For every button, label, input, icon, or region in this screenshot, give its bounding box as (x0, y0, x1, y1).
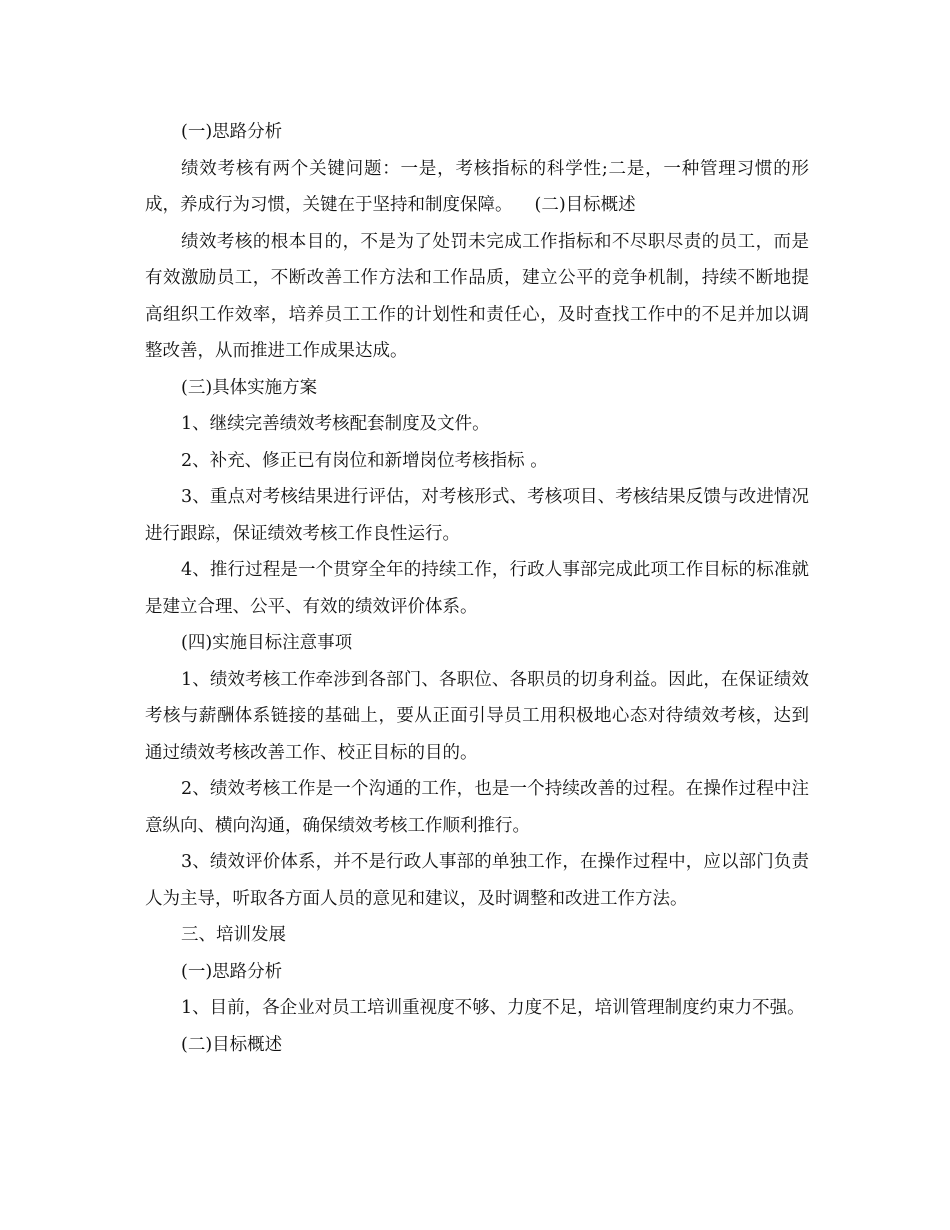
list-item-training-1: 1、目前，各企业对员工培训重视度不够、力度不足，培训管理制度约束力不强。 (181, 998, 805, 1018)
list-item-plan-2: 2、补充、修正已有岗位和新增岗位考核指标 。 (181, 450, 548, 471)
list-item-plan-3: 3、重点对考核结果进行评估，对考核形式、考核项目、考核结果反馈与改进情况进行跟踪，保证绩效考核工作良性运行。 (145, 487, 809, 544)
list-item-plan-4: 4、推行过程是一个贯穿全年的持续工作，行政人事部完成此项工作目标的标准就是建立合理、公平、有效的绩效评价体系。 (145, 560, 809, 617)
subheading-implementation-plan: (三)具体实施方案 (181, 377, 318, 398)
subheading-approach-analysis: (一)思路分析 (181, 122, 283, 142)
document-body (145, 114, 809, 1063)
list-item-note-3: 3、绩效评价体系，并不是行政人事部的单独工作，在操作过程中，应以部门负责人为主导，听取各方面人员的意见和建议，及时调整和改进工作方法。 (145, 852, 809, 909)
subheading-goal-overview: (二)目标概述 (534, 195, 636, 215)
paragraph-fundamental-purpose: 绩效考核的根本目的，不是为了处罚未完成工作指标和不尽职尽责的员工，而是有效激励员工，不断改善工作方法和工作品质，建立公平的竞争机制，持续不断地提高组织工作效率，培养员工工作的计划性和责任心，及时查找工作中的不足并加以调整改善，从而推进工作成果达成。 (145, 231, 809, 361)
section-heading-training: 三、培训发展 (181, 925, 286, 945)
list-item-note-1: 1、绩效考核工作牵涉到各部门、各职位、各职员的切身利益。因此，在保证绩效考核与薪酬体系链接的基础上，要从正面引导员工用积极地心态对待绩效考核，达到通过绩效考核改善工作、校正目标的目的。 (145, 669, 809, 763)
subheading-notes: (四)实施目标注意事项 (181, 633, 353, 653)
paragraph-key-issues (145, 151, 809, 224)
list-item-plan-1: 1、继续完善绩效考核配套制度及文件。 (181, 414, 490, 434)
subheading-training-analysis: (一)思路分析 (181, 961, 283, 982)
paragraph-key-issues-text: 绩效考核有两个关键问题：一是，考核指标的科学性;二是，一种管理习惯的形成，养成行为习惯，关键在于坚持和制度保障。 (145, 158, 809, 215)
subheading-training-goal: (二)目标概述 (181, 1034, 283, 1055)
list-item-note-2: 2、绩效考核工作是一个沟通的工作，也是一个持续改善的过程。在操作过程中注意纵向、横向沟通，确保绩效考核工作顺利推行。 (145, 779, 809, 836)
